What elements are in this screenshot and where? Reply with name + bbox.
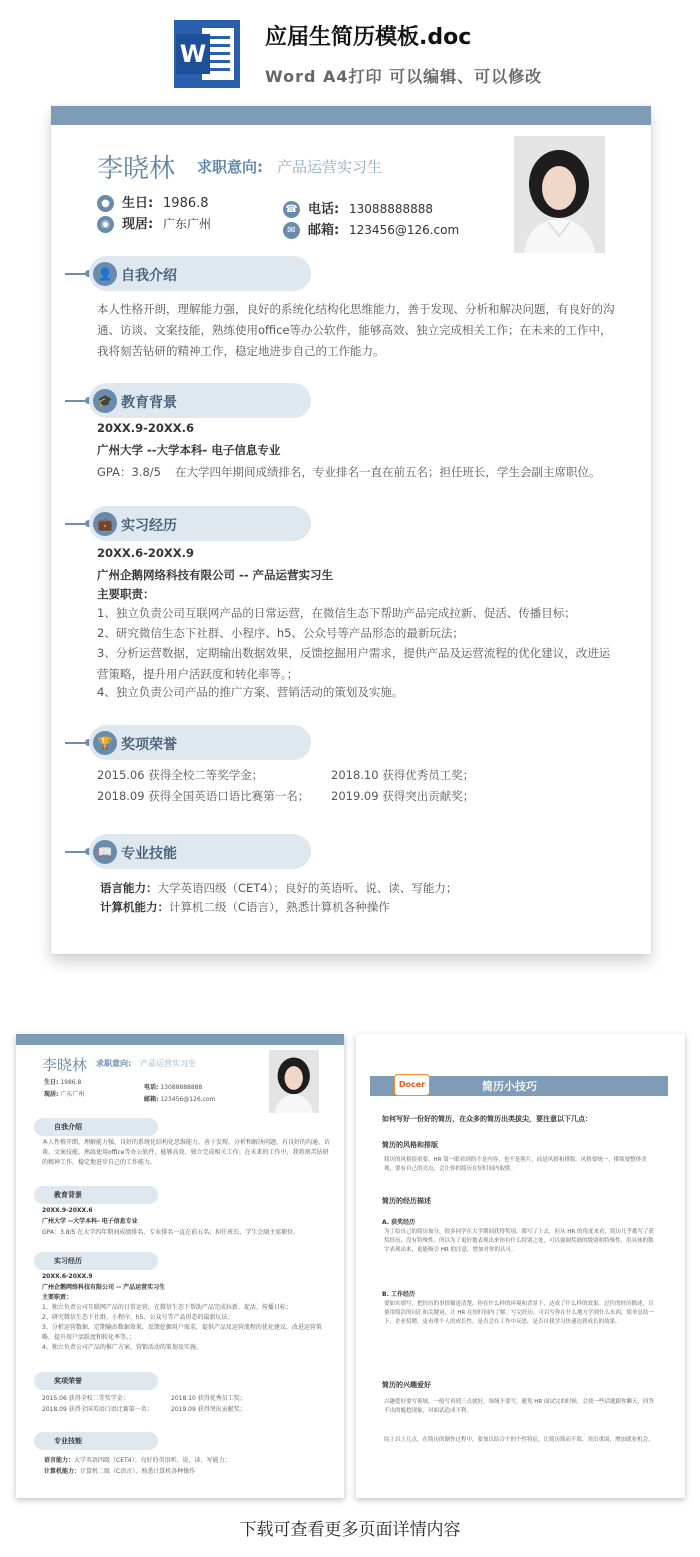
resume-name: 李晓林: [97, 154, 176, 184]
document-subtitle: Word A4打印 可以编辑、可以修改: [265, 67, 543, 86]
resume-top-bar: [51, 106, 651, 125]
section-awards: 🏆 奖项荣誉: [65, 725, 335, 761]
profile-photo-thumb: [269, 1050, 319, 1113]
intern-duty-label: 主要职责：: [97, 587, 155, 601]
phone-icon: ☎: [283, 201, 300, 218]
award-3: 2018.09 获得全国英语口语比赛第一名；: [97, 789, 310, 803]
email-row: ✉ 邮箱: 123456@126.com: [283, 219, 459, 239]
briefcase-icon: 💼: [93, 512, 117, 536]
location-row: ◉ 现居: 广东广州: [97, 213, 211, 233]
intent-value: 产品运营实习生: [277, 158, 383, 176]
intern-duty-1: 1、独立负责公司互联网产品的日常运营，在微信生态下帮助产品完成拉新、促活、传播目标；: [97, 606, 576, 620]
intern-company: 广州企鹅网络科技有限公司 -- 产品运营实习生: [97, 568, 334, 582]
download-more-hint: 下载可查看更多页面详情内容: [239, 1520, 461, 1540]
section-skills: 📖 专业技能: [65, 834, 335, 870]
intern-period: 20XX.6-20XX.9: [97, 546, 194, 560]
award-4: 2019.09 获得突出贡献奖；: [331, 789, 475, 803]
document-title: 应届生简历模板.doc: [265, 25, 472, 50]
book-icon: 📖: [93, 840, 117, 864]
award-1: 2015.06 获得全校二等奖学金；: [97, 768, 264, 782]
intern-duty-3: 3、分析运营数据，定期输出数据效果，反馈挖掘用户需求，提供产品及运营流程的优化建议，改进运营策略，提升用户活跃度和转化率等。；: [97, 646, 611, 681]
person-icon: 👤: [93, 262, 117, 286]
section-education: 🎓 教育背景: [65, 383, 335, 419]
edu-gpa-row: GPA：3.8/5 在大学四年期间成绩排名，专业排名一直在前五名；担任班长，学生会副主席职位。: [97, 465, 601, 479]
edu-period: 20XX.9-20XX.6: [97, 421, 194, 435]
intro-text: 本人性格开朗，理解能力强，良好的系统化结构化思维能力，善于发现、分析和解决问题，有良好的沟通、访谈、文案技能，熟练使用office等办公软件，能够高效、独立完成相关工作；在未来的工作中，我将刻苦钻研的精神工作，稳定地进步自己的工作能力。: [97, 302, 615, 358]
trophy-icon: 🏆: [93, 731, 117, 755]
resume-thumbnail-page-1: 李晓林 求职意向: 产品运营实习生 生日: 1986.8 现居: 广东广州 电话: 13088888888 邮箱: 123456@126.com 自我介绍 本人性格开朗，理解能力强，良好的系统化结构化思维能力，善于发现、分析和解决问题，有良好的沟通、访谈、文案技能，熟练使用office等办公软件，能够高效、独立完成相关工作；在未来的工作中，我将刻苦钻研的精神工作，稳定地进步自己的工作能力。 教育背景 20XX.9-20XX.6 广州大学 --大学本科- 电子信息专业 GPA：3.8/5 在大学四年期间成绩排名，专业排名一直在前五名；担任班长，学生会副主席职位。 实习经历 20XX.6-20XX.9 广州企鹅网络科技有限公司 -- 产品运营实习生 主要职责： 1、独立负责公司互联网产品的日常运营，在微信生态下帮助产品完成拉新、促活、传播目标； 2、研究微信生态下社群、小程序、h5、公众号等产品形态的最新玩法； 3、分析运营数据，定期输出数据效果，反馈挖掘用户需求，提供产品及运营流程的优化建议，改进运营策略，提升用户活跃度和转化率等。； 4、独立负责公司产品的推广方案、营销活动的策划及实施。 奖项荣誉 2015.06 获得全校二等奖学金； 2018.10 获得优秀员工奖； 2018.09 获得全国英语口语比赛第一名； 2019.09 获得突出贡献奖； 专业技能 语言能力：大学英语四级（CET4）；良好的英语听、说、读、写能力； 计算机能力：计算机二级（C语言），熟悉计算机各种操作: [16, 1034, 344, 1498]
location-pin-icon: ◉: [97, 216, 114, 233]
mail-icon: ✉: [283, 222, 300, 239]
graduation-cap-icon: 🎓: [93, 389, 117, 413]
intern-duty-2: 2、研究微信生态下社群、小程序、h5、公众号等产品形态的最新玩法；: [97, 626, 464, 640]
phone-row: ☎ 电话: 13088888888: [283, 198, 433, 218]
tips-thumbnail-page-2: Docer 简历小技巧 如何写好一份好的简历，在众多的简历出类拔尖，要注意以下几点： 简历的风格和排版 简历的风格很重要，HR 第一眼看到的不是内容，也不是照片，而是风格和排版。风格要统一，排版要整体美观，要有自己的亮点，会让你的简历在短时间内取胜。 简历的经历描述 A. 获奖经历 为了给自己的简历加分，很多同学在大学期间获得奖项，都写了上去，但从 HR 的角度来看，简历几乎都写了获奖经历，没有特殊性。所以为了更好地表现出来你有什么特别之处，可以强调奖励的级别和特殊性，用具体的数字表现出来，更能吸引 HR 的注意，增加对你的认可。 B. 工作经历 要如实填写，把经历的事情描述清楚，你在什么样的环境和背景下，达成了什么样的效果。过往的经历描述，尽量用简洁的词汇和关键词，让 HR 在短时间内了解。写完经历，可以写你在什么地方学到什么东西，简单总结一下，企业招聘，更看重个人的成长性，是否会在工作中反思，是否自我学习快速达到成长的效果。 简历的兴趣爱好 兴趣爱好要写领域，一般写再到三点就好，领域不要写，避免 HR 面试完的时候，会找一些话题跟你聊天，回答不出的尴尬现象，对面试造成不利。 综上以上几点，在简历的制作过程中，要加以结合个的个性特征，让简历简而不简，突出重围，增加就业机会。: [356, 1034, 685, 1498]
birth-row: ● 生日: 1986.8: [97, 192, 209, 212]
profile-photo: [514, 136, 605, 253]
user-icon: ●: [97, 195, 114, 212]
intent-label: 求职意向:: [197, 158, 263, 176]
section-internship: 💼 实习经历: [65, 506, 335, 542]
skill-language: 语言能力：大学英语四级（CET4）；良好的英语听、说、读、写能力；: [100, 881, 458, 895]
word-doc-icon: [174, 20, 240, 88]
docer-logo: Docer: [394, 1074, 430, 1096]
section-intro: 👤 自我介绍: [65, 256, 335, 292]
award-2: 2018.10 获得优秀员工奖；: [331, 768, 475, 782]
intern-duty-4: 4、独立负责公司产品的推广方案、营销活动的策划及实施。: [97, 685, 404, 699]
edu-school: 广州大学 --大学本科- 电子信息专业: [97, 443, 281, 457]
skill-computer: 计算机能力：计算机二级（C语言），熟悉计算机各种操作: [100, 900, 390, 914]
resume-page-preview: [51, 106, 651, 954]
word-icon-letter: W: [179, 40, 207, 68]
file-header: [0, 0, 700, 100]
